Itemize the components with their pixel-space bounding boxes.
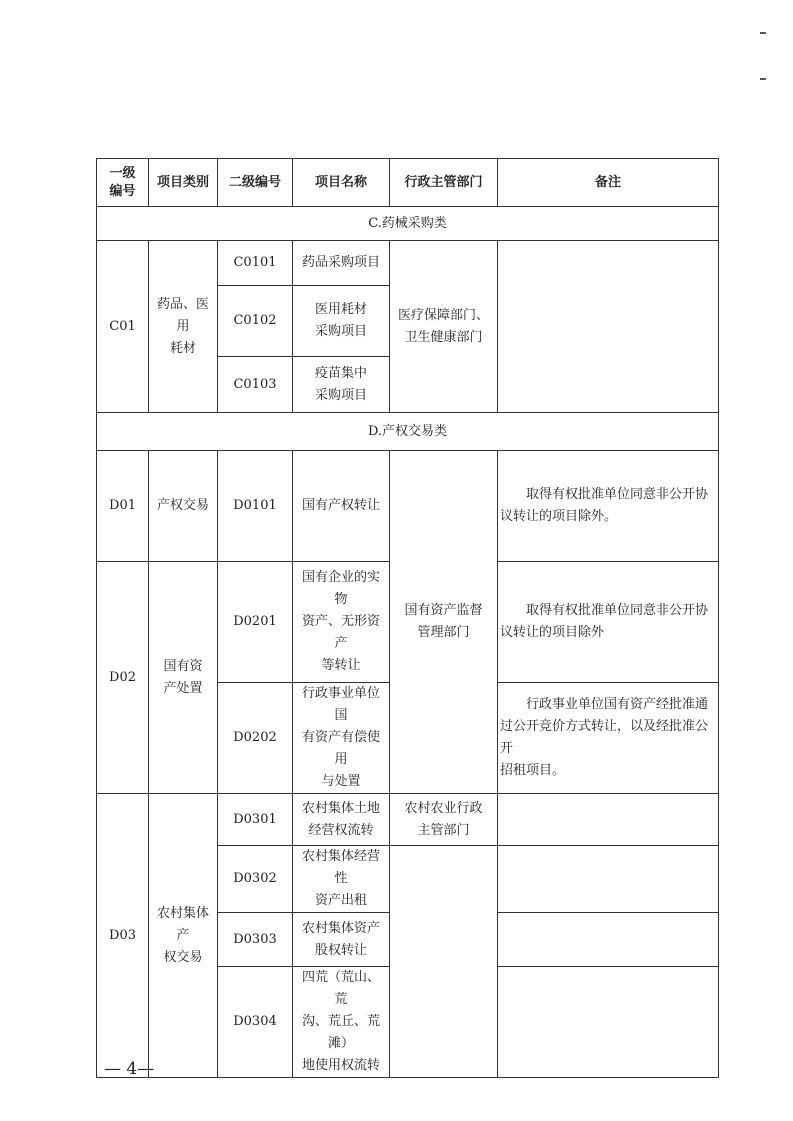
- d0302-name: 农村集体经营性 资产出租: [293, 846, 390, 913]
- d0101-note: [498, 451, 719, 562]
- d02-category: 国有资 产处置: [149, 562, 218, 794]
- d0101-note-text: 取得有权批准单位同意非公开协 议转让的项目除外。: [500, 487, 709, 524]
- d0101-code: D0101: [218, 451, 293, 562]
- c01-code: C01: [97, 241, 149, 413]
- section-title-c: C.药械采购类: [97, 207, 719, 241]
- d01-code: D01: [97, 451, 149, 562]
- table-row: [97, 794, 719, 846]
- d0301-code: D0301: [218, 794, 293, 846]
- d03-category: 农村集体产 权交易: [149, 794, 218, 1078]
- d0202-note: [498, 683, 719, 794]
- project-catalog-table: [96, 158, 719, 1078]
- d0302-code: D0302: [218, 846, 293, 913]
- header-level1-code: 一级 编号: [97, 159, 149, 207]
- d0202-note-text: 行政事业单位国有资产经批准通 过公开竞价方式转让，以及经批准公开 招租项目。: [500, 697, 709, 778]
- header-department: 行政主管部门: [390, 159, 498, 207]
- c0103-name: 疫苗集中 采购项目: [293, 357, 390, 413]
- d0302-note: [498, 846, 719, 913]
- header-level2-code: 二级编号: [218, 159, 293, 207]
- c0102-name: 医用耗材 采购项目: [293, 286, 390, 357]
- d0201-note-text: 取得有权批准单位同意非公开协 议转让的项目除外: [500, 603, 709, 640]
- d0303-note: [498, 913, 719, 967]
- d0304-name: 四荒（荒山、荒 沟、荒丘、荒滩） 地使用权流转: [293, 967, 390, 1078]
- header-note: 备注: [498, 159, 719, 207]
- d0304-code: D0304: [218, 967, 293, 1078]
- d0304-note: [498, 967, 719, 1078]
- header-row: [97, 159, 719, 207]
- d03-code: D03: [97, 794, 149, 1078]
- c01-note: [498, 241, 719, 413]
- table-row: [97, 451, 719, 562]
- c01-category: 药品、医用 耗材: [149, 241, 218, 413]
- d0101-name: 国有产权转让: [293, 451, 390, 562]
- section-row: [97, 207, 719, 241]
- d0303-name: 农村集体资产 股权转让: [293, 913, 390, 967]
- c0101-name: 药品采购项目: [293, 241, 390, 286]
- scan-mark-second: [760, 78, 766, 80]
- d01-category: 产权交易: [149, 451, 218, 562]
- header-project-name: 项目名称: [293, 159, 390, 207]
- d0301-note: [498, 794, 719, 846]
- d01-d02-department: 国有资产监督 管理部门: [390, 451, 498, 794]
- d0201-code: D0201: [218, 562, 293, 683]
- scan-mark-top: [760, 32, 766, 34]
- d0201-note: [498, 562, 719, 683]
- page-number: — 4—: [104, 1059, 155, 1079]
- c0102-code: C0102: [218, 286, 293, 357]
- d02-code: D02: [97, 562, 149, 794]
- d0303-code: D0303: [218, 913, 293, 967]
- c0101-code: C0101: [218, 241, 293, 286]
- d0301-department: 农村农业行政 主管部门: [390, 794, 498, 846]
- d0201-name: 国有企业的实物 资产、无形资产 等转让: [293, 562, 390, 683]
- d0301-name: 农村集体土地 经营权流转: [293, 794, 390, 846]
- d0202-name: 行政事业单位国 有资产有偿使用 与处置: [293, 683, 390, 794]
- d0202-code: D0202: [218, 683, 293, 794]
- section-row: [97, 413, 719, 451]
- header-category: 项目类别: [149, 159, 218, 207]
- c0103-code: C0103: [218, 357, 293, 413]
- table-row: [97, 241, 719, 286]
- c01-department: 医疗保障部门、 卫生健康部门: [390, 241, 498, 413]
- section-title-d: D.产权交易类: [97, 413, 719, 451]
- d03-department-blank: [390, 846, 498, 1078]
